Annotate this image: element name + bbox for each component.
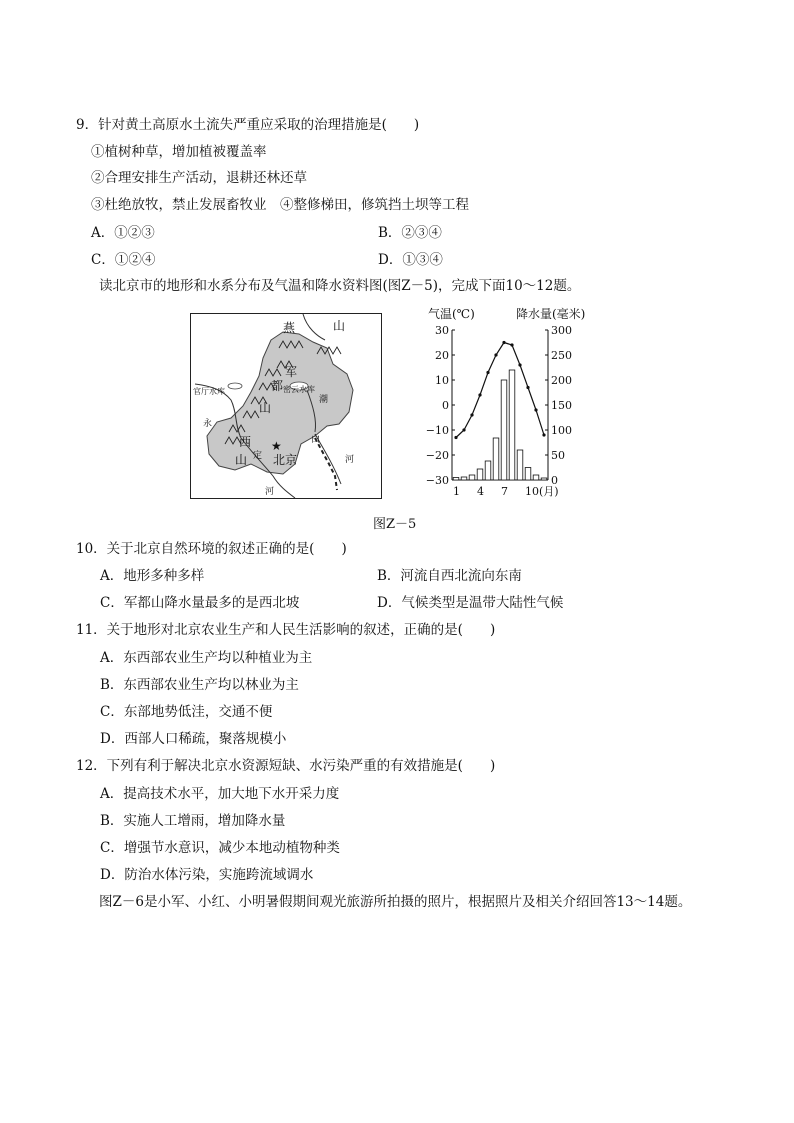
y-right-tick-label: 250 (551, 349, 572, 362)
q9-option-a: A．①②③ (91, 225, 155, 241)
map-label-he-2: 河 (265, 487, 275, 497)
map-label-bai: 白 (311, 435, 321, 445)
precip-bar (509, 370, 515, 480)
map-svg (191, 314, 381, 498)
temperature-point (486, 371, 489, 374)
map-label-du: 都 (271, 379, 284, 393)
y-left-tick-label: 30 (435, 324, 449, 337)
q9-stem: 9．针对黄土高原水土流失严重应采取的治理措施是( ) (76, 117, 420, 133)
y-left-tick-label: 20 (435, 349, 449, 362)
q9-item-2: ②合理安排生产活动，退耕还林还草 (91, 170, 307, 186)
precip-bar (541, 478, 547, 480)
q9-item-1: ①植树种草，增加植被覆盖率 (91, 144, 267, 160)
intro-13-14: 图Z－6是小军、小红、小明暑假期间观光旅游所拍摄的照片，根据照片及相关介绍回答13～14题。 (99, 894, 692, 910)
canal-line (315, 438, 337, 490)
q10-option-a: A．地形多种多样 (100, 568, 205, 584)
temperature-point (526, 386, 529, 389)
q12-option-d: D．防治水体污染，实施跨流域调水 (100, 867, 314, 883)
y-left-tick-label: −30 (425, 474, 449, 487)
q10-option-c: C．军都山降水量最多的是西北坡 (100, 595, 300, 611)
map-label-shan-1: 山 (333, 319, 346, 333)
map-label-miyun: 密云水库 (283, 385, 315, 394)
map-label-guanting: 官厅水库 (193, 387, 225, 396)
temperature-point (542, 433, 545, 436)
map-label-chao: 潮 (319, 395, 329, 405)
map-label-shan-3: 山 (235, 453, 248, 467)
temperature-point (534, 408, 537, 411)
climate-chart (420, 302, 610, 502)
precip-bar (525, 468, 531, 481)
y-right-tick-label: 50 (551, 449, 565, 462)
map-label-jun: 军 (285, 365, 298, 379)
map-label-xi: 西 (239, 435, 252, 449)
beijing-star-icon: ★ (271, 439, 282, 453)
temperature-point (462, 428, 465, 431)
temperature-point (478, 393, 481, 396)
intro-10-12: 读北京市的地形和水系分布及气温和降水资料图(图Z－5)，完成下面10～12题。 (99, 278, 581, 294)
map-label-shan-2: 山 (259, 401, 272, 415)
temperature-point (494, 353, 497, 356)
precip-bar (469, 475, 475, 480)
temperature-point (502, 341, 505, 344)
map-label-yong: 永 (203, 419, 213, 429)
y-right-tick-label: 200 (551, 374, 572, 387)
q10-stem: 10．关于北京自然环境的叙述正确的是( ) (76, 541, 347, 557)
q12-option-a: A．提高技术水平，加大地下水开采力度 (100, 786, 340, 802)
temperature-point (470, 413, 473, 416)
precip-bar (517, 450, 523, 480)
q12-option-c: C．增强节水意识，减少本地动植物种类 (100, 840, 340, 856)
y-right-tick-label: 0 (551, 474, 558, 487)
chart-title-right: 降水量(毫米) (516, 307, 586, 321)
precip-bar (485, 461, 491, 480)
q10-option-d: D．气候类型是温带大陆性气候 (377, 595, 564, 611)
temperature-point (510, 343, 513, 346)
q11-stem: 11．关于地形对北京农业生产和人民生活影响的叙述，正确的是( ) (76, 622, 496, 638)
y-left-tick-label: 10 (435, 374, 449, 387)
map-label-ding: 定 (253, 451, 263, 461)
y-left-tick-label: −20 (425, 449, 449, 462)
x-tick-label: 1 (453, 485, 460, 498)
q9-option-b: B．②③④ (378, 225, 442, 241)
temperature-line (456, 343, 544, 438)
q9-option-c: C．①②④ (91, 252, 156, 268)
map-label-yan: 燕 (283, 321, 296, 335)
precip-bar (461, 477, 467, 480)
q10-option-b: B．河流自西北流向东南 (377, 568, 522, 584)
guanting-reservoir (228, 383, 242, 389)
y-left-tick-label: 0 (442, 399, 449, 412)
map-label-he-1: 河 (345, 455, 355, 465)
q9-item-3: ③杜绝放牧，禁止发展畜牧业 ④整修梯田，修筑挡土坝等工程 (91, 197, 469, 213)
chart-title-left: 气温(℃) (428, 307, 475, 321)
q11-option-c: C．东部地势低洼，交通不便 (100, 704, 273, 720)
precip-bar (533, 475, 539, 480)
q11-option-b: B．东西部农业生产均以林业为主 (100, 677, 299, 693)
x-tick-label: 7 (501, 485, 508, 498)
x-tick-label: 4 (477, 485, 484, 498)
climate-chart-svg (420, 302, 610, 502)
q9-option-d: D．①③④ (378, 252, 443, 268)
q12-option-b: B．实施人工增雨，增加降水量 (100, 813, 286, 829)
y-left-tick-label: −10 (425, 424, 449, 437)
q12-stem: 12．下列有利于解决北京水资源短缺、水污染严重的有效措施是( ) (76, 758, 496, 774)
precip-bar (453, 478, 459, 481)
temperature-point (454, 436, 457, 439)
y-right-tick-label: 300 (551, 324, 572, 337)
q11-option-a: A．东西部农业生产均以种植业为主 (100, 650, 313, 666)
beijing-terrain-map (190, 313, 382, 499)
precip-bar (493, 438, 499, 480)
map-label-beijing: 北京 (273, 453, 298, 467)
x-tick-label: 10(月) (525, 485, 559, 498)
river-north (303, 314, 325, 340)
precip-bar (501, 380, 507, 480)
figure-caption: 图Z－5 (373, 517, 417, 532)
q11-option-d: D．西部人口稀疏，聚落规模小 (100, 731, 287, 747)
y-right-tick-label: 150 (551, 399, 572, 412)
precip-bar (477, 469, 483, 480)
temperature-point (518, 363, 521, 366)
y-right-tick-label: 100 (551, 424, 572, 437)
